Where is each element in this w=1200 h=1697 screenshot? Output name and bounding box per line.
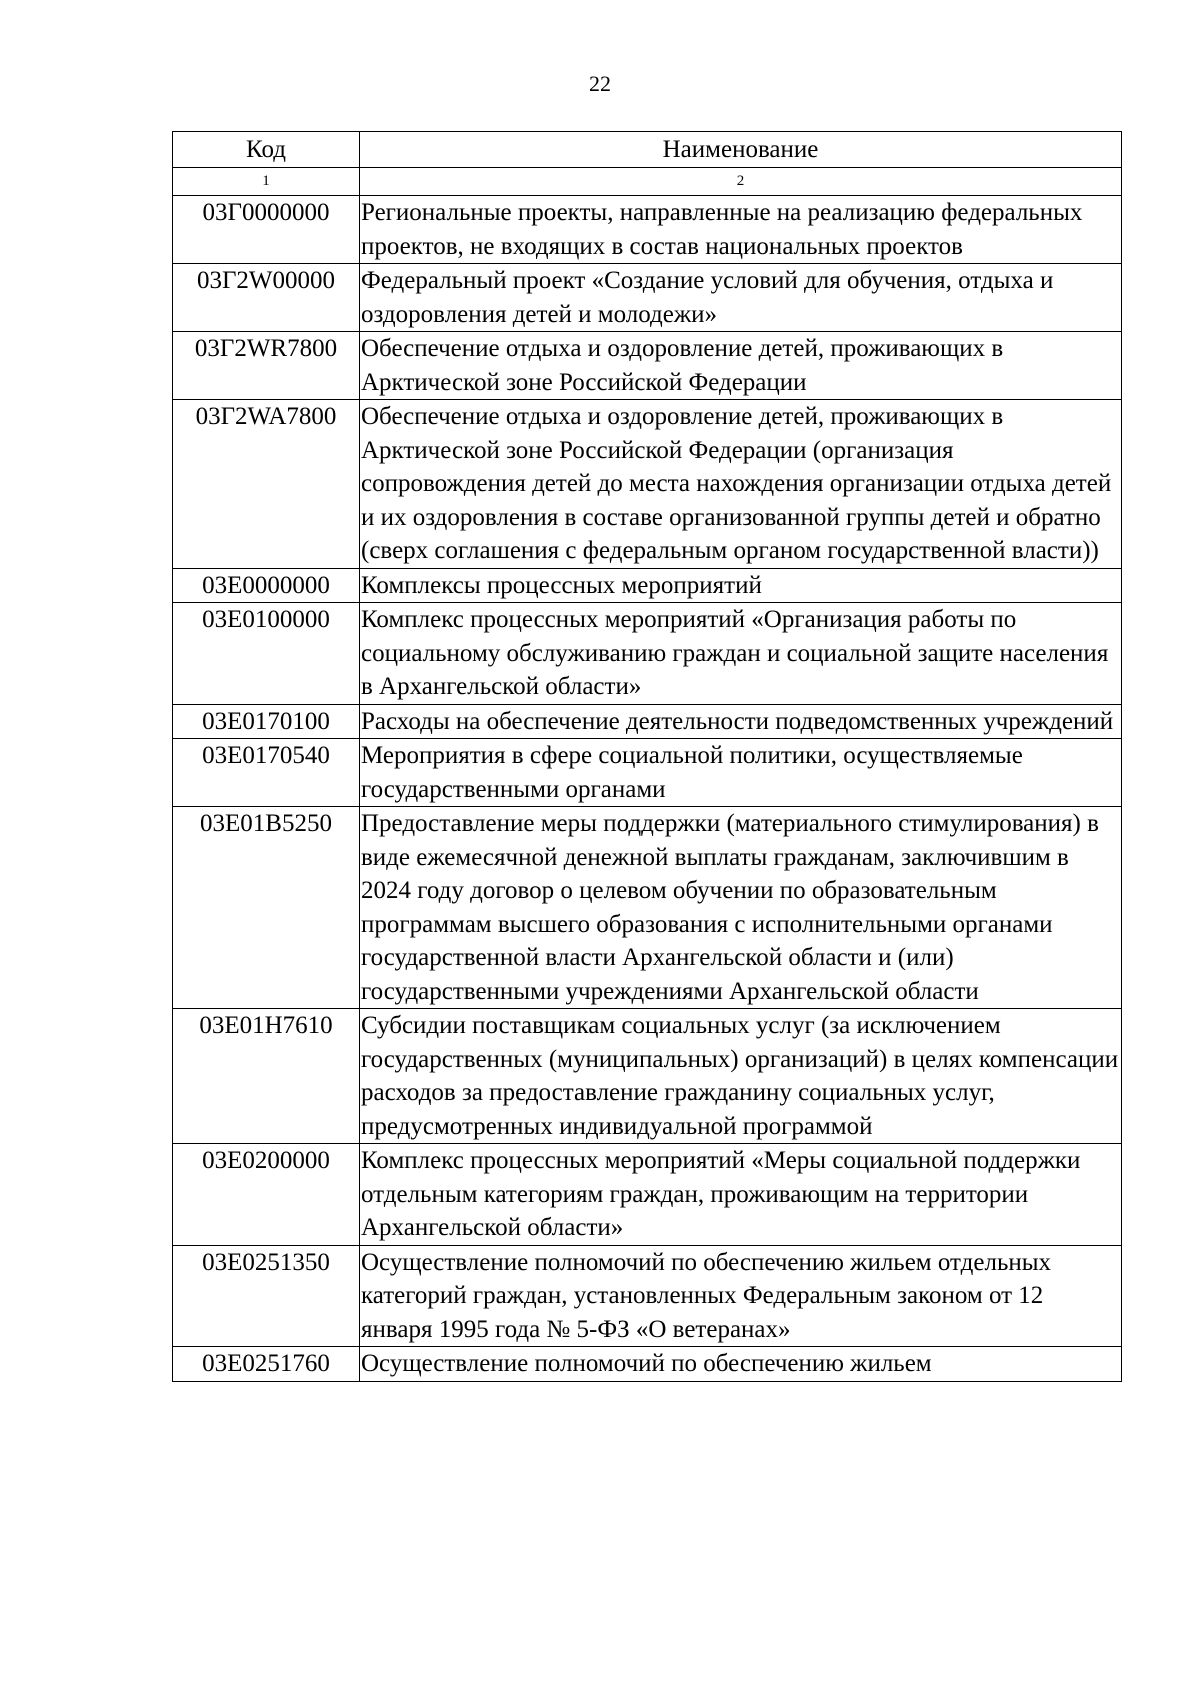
row-code: 03Е0100000 <box>173 603 360 705</box>
table-row <box>173 807 1122 1009</box>
table-header-row <box>173 132 1122 168</box>
row-name: Предоставление меры поддержки (материального стимулирования) в виде ежемесячной денежной выплаты гражданам, заключившим в 2024 году договор о целевом обучении по образовательным программам высшего образования с исполнительными органами государственной власти Архангельской области и (или) государственными учреждениями Архангельской области <box>360 807 1122 1009</box>
table-row <box>173 264 1122 332</box>
row-code: 03Г2W00000 <box>173 264 360 332</box>
table-row <box>173 704 1122 739</box>
row-name: Федеральный проект «Создание условий для обучения, отдыха и оздоровления детей и молодежи» <box>360 264 1122 332</box>
budget-codes-table <box>172 131 1122 1382</box>
page-number: 22 <box>589 71 611 96</box>
row-code: 03Е0251760 <box>173 1347 360 1382</box>
row-code: 03Г2WA7800 <box>173 400 360 569</box>
row-code: 03Г0000000 <box>173 196 360 264</box>
row-name: Комплекс процессных мероприятий «Меры социальной поддержки отдельным категориям граждан, проживающим на территории Архангельской области» <box>360 1144 1122 1246</box>
table-row <box>173 196 1122 264</box>
row-code: 03Г2WR7800 <box>173 332 360 400</box>
row-code: 03Е0000000 <box>173 568 360 603</box>
header-name: Наименование <box>360 132 1122 168</box>
table-row <box>173 1009 1122 1144</box>
row-name: Комплекс процессных мероприятий «Организация работы по социальному обслуживанию граждан и социальной защите населения в Архангельской области» <box>360 603 1122 705</box>
row-code: 03Е0170100 <box>173 704 360 739</box>
row-name: Обеспечение отдыха и оздоровление детей, проживающих в Арктической зоне Российской Федерации (организация сопровождения детей до места нахождения организации отдыха детей и их оздоровления в составе организованной группы детей и обратно (сверх соглашения с федеральным органом государственной власти)) <box>360 400 1122 569</box>
table-row <box>173 1144 1122 1246</box>
column-number-2: 2 <box>360 168 1122 196</box>
row-code: 03Е01Н7610 <box>173 1009 360 1144</box>
table-row <box>173 603 1122 705</box>
row-name: Региональные проекты, направленные на реализацию федеральных проектов, не входящих в состав национальных проектов <box>360 196 1122 264</box>
table-row <box>173 332 1122 400</box>
row-code: 03Е0170540 <box>173 739 360 807</box>
row-name: Мероприятия в сфере социальной политики, осуществляемые государственными органами <box>360 739 1122 807</box>
row-code: 03Е01В5250 <box>173 807 360 1009</box>
row-name: Осуществление полномочий по обеспечению жильем отдельных категорий граждан, установленных Федеральным законом от 12 января 1995 года № 5-ФЗ «О ветеранах» <box>360 1245 1122 1347</box>
column-number-row <box>173 168 1122 196</box>
row-name: Осуществление полномочий по обеспечению жильем <box>360 1347 1122 1382</box>
table-row <box>173 400 1122 569</box>
table-row <box>173 568 1122 603</box>
table-row <box>173 739 1122 807</box>
row-name: Субсидии поставщикам социальных услуг (за исключением государственных (муниципальных) организаций) в целях компенсации расходов за предоставление гражданину социальных услуг, предусмотренных индивидуальной программой <box>360 1009 1122 1144</box>
row-name: Расходы на обеспечение деятельности подведомственных учреждений <box>360 704 1122 739</box>
column-number-1: 1 <box>173 168 360 196</box>
row-name: Комплексы процессных мероприятий <box>360 568 1122 603</box>
row-name: Обеспечение отдыха и оздоровление детей, проживающих в Арктической зоне Российской Федерации <box>360 332 1122 400</box>
row-code: 03Е0200000 <box>173 1144 360 1246</box>
row-code: 03Е0251350 <box>173 1245 360 1347</box>
table-row <box>173 1245 1122 1347</box>
header-code: Код <box>173 132 360 168</box>
table-row <box>173 1347 1122 1382</box>
